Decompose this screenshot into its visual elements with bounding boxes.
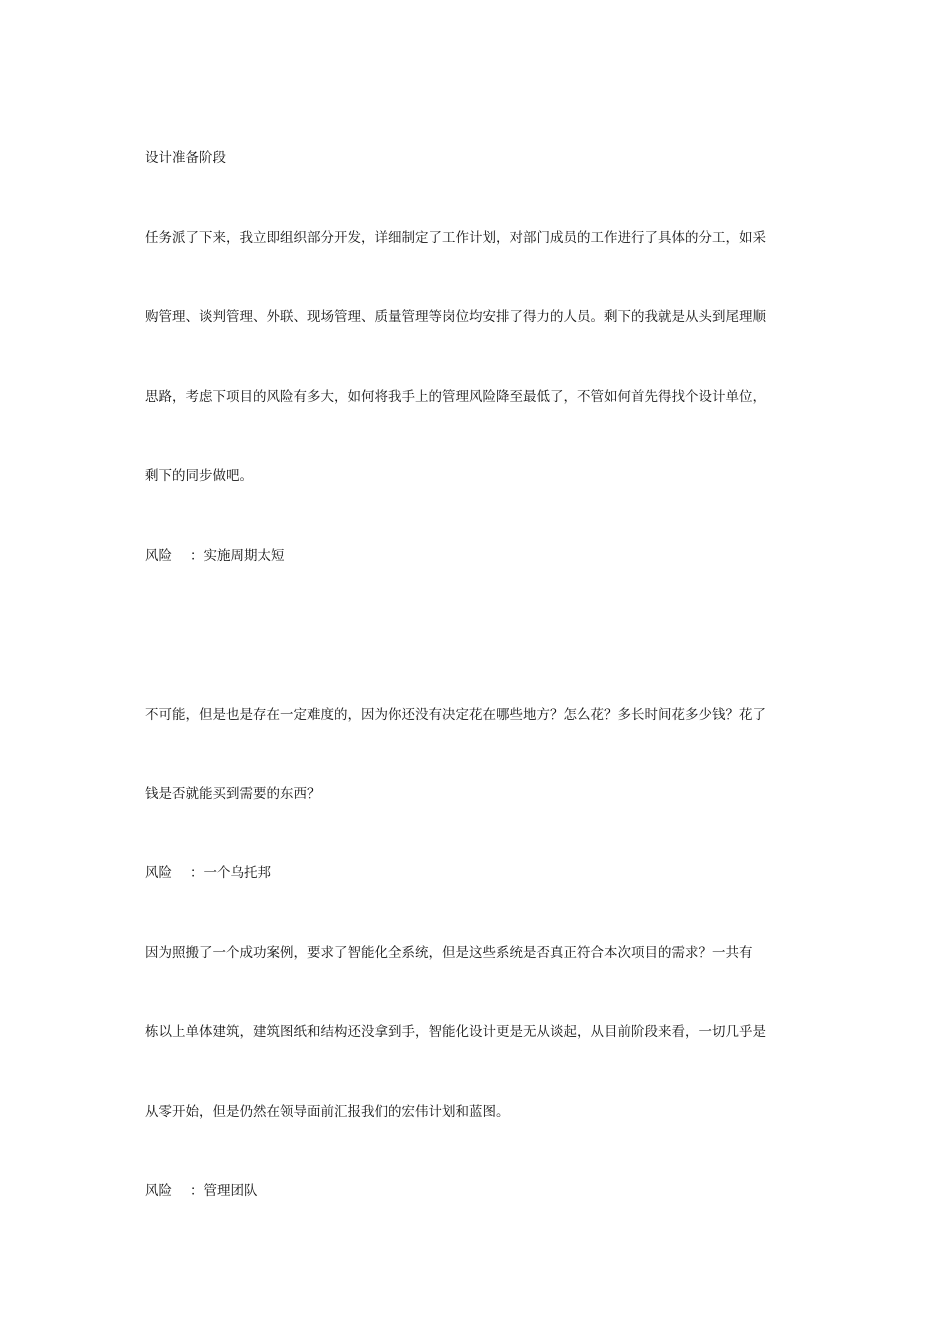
risk-colon: ：	[190, 548, 204, 564]
risk-label: 风险	[145, 548, 172, 564]
risk-colon: ：	[190, 865, 204, 881]
risk-label: 风险	[145, 1183, 172, 1199]
risk-1-heading	[145, 546, 810, 566]
risk-label: 风险	[145, 865, 172, 881]
risk-title: 实施周期太短	[203, 548, 285, 564]
paragraph-1-line-4: 剩下的同步做吧。	[145, 468, 253, 484]
paragraph-2-line-3: 钱是否就能买到需要的东西？	[145, 786, 321, 802]
risk-2-heading	[145, 863, 810, 883]
risk-colon: ：	[190, 1183, 204, 1199]
paragraph-1-line-3: 思路，考虑下项目的风险有多大，如何将我手上的管理风险降至最低了，不管如何首先得找个设计单位，	[145, 389, 766, 405]
paragraph-2-line-2: 不可能，但是也是存在一定难度的，因为你还没有决定花在哪些地方？怎么花？多长时间花多少钱？花了	[145, 707, 766, 723]
paragraph-3-line-1: 因为照搬了一个成功案例，要求了智能化全系统，但是这些系统是否真正符合本次项目的需求？一共有	[145, 945, 753, 961]
paragraph-3-line-3: 从零开始，但是仍然在领导面前汇报我们的宏伟计划和蓝图。	[145, 1104, 510, 1120]
paragraph-text: 任务派了下来，我立即组织部分开发，详细制定了工作计划，对部门成员的工作进行了具体的分工，如采	[145, 230, 766, 246]
paragraph-1-line-1	[145, 228, 810, 248]
paragraph-3-line-2: 栋以上单体建筑，建筑图纸和结构还没拿到手，智能化设计更是无从谈起，从目前阶段来看，一切几乎是	[145, 1024, 766, 1040]
risk-title: 管理团队	[203, 1183, 258, 1199]
paragraph-1-line-2: 购管理、谈判管理、外联、现场管理、质量管理等岗位均安排了得力的人员。剩下的我就是从头到尾理顺	[145, 309, 766, 325]
section-heading: 设计准备阶段	[145, 150, 226, 166]
risk-3-heading	[145, 1181, 810, 1201]
risk-title: 一个乌托邦	[203, 865, 271, 881]
